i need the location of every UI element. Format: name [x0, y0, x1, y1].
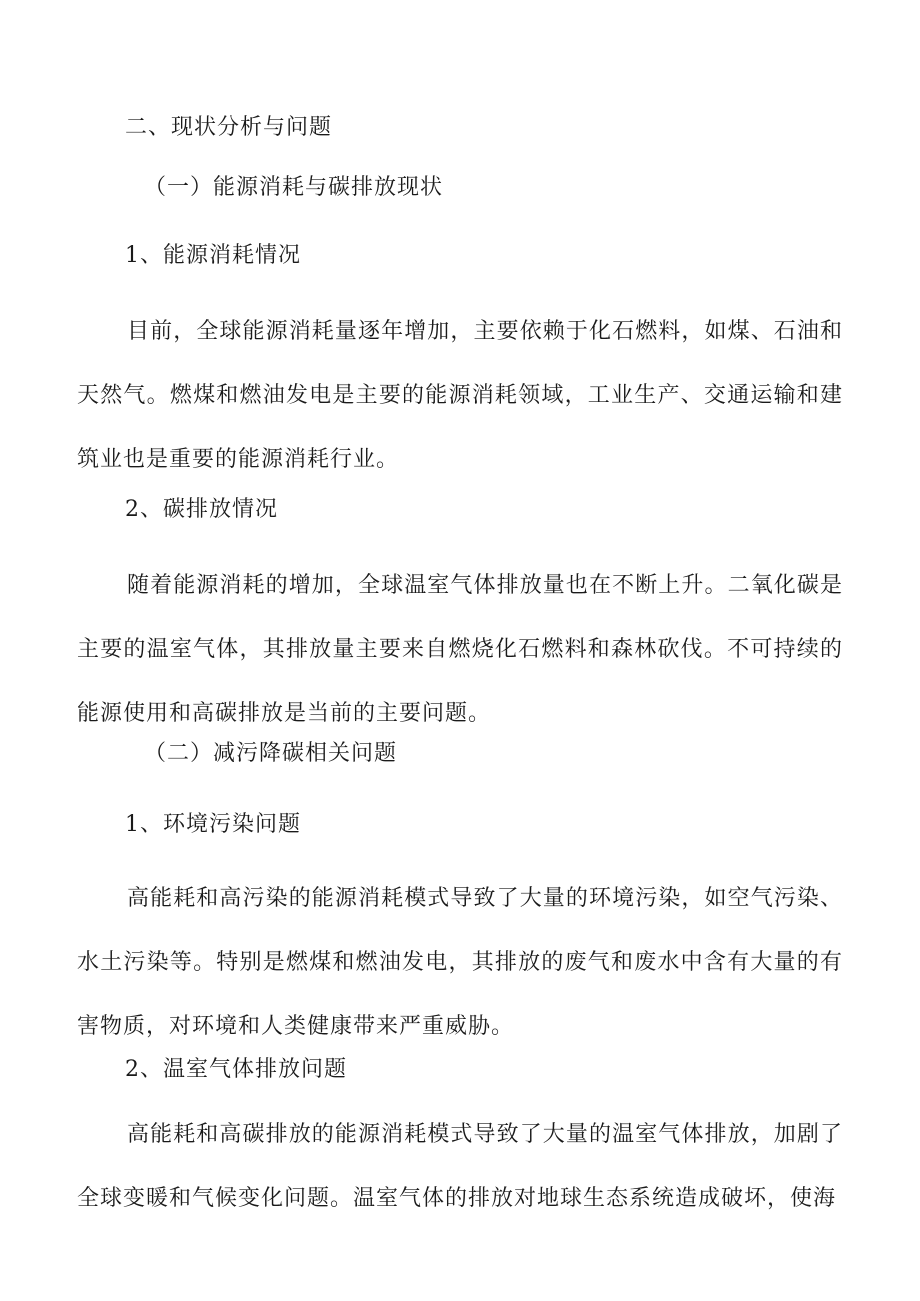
paragraph-environmental-pollution: 高能耗和高污染的能源消耗模式导致了大量的环境污染，如空气污染、水土污染等。特别是燃煤和燃油发电，其排放的废气和废水中含有大量的有害物质，对环境和人类健康带来严重威胁。 [77, 886, 843, 1039]
paragraph-greenhouse-gas: 高能耗和高碳排放的能源消耗模式导致了大量的温室气体排放，加剧了全球变暖和气候变化问题。温室气体的排放对地球生态系统造成破坏，使海 [77, 1122, 843, 1211]
item-heading-carbon-emission: 2、碳排放情况 [125, 497, 278, 522]
subsection-heading-1: （一）能源消耗与碳排放现状 [144, 175, 444, 200]
paragraph-energy-consumption: 目前，全球能源消耗量逐年增加，主要依赖于化石燃料，如煤、石油和天然气。燃煤和燃油发电是主要的能源消耗领域，工业生产、交通运输和建筑业也是重要的能源消耗行业。 [77, 319, 843, 472]
section-heading-2: 二、现状分析与问题 [125, 115, 333, 140]
item-heading-energy-consumption: 1、能源消耗情况 [125, 243, 301, 268]
item-heading-environmental-pollution: 1、环境污染问题 [125, 812, 301, 837]
subsection-heading-2: （二）减污降碳相关问题 [144, 741, 398, 766]
paragraph-carbon-emission: 随着能源消耗的增加，全球温室气体排放量也在不断上升。二氧化碳是主要的温室气体，其排放量主要来自燃烧化石燃料和森林砍伐。不可持续的能源使用和高碳排放是当前的主要问题。 [77, 573, 843, 726]
item-heading-greenhouse-gas: 2、温室气体排放问题 [125, 1057, 347, 1082]
